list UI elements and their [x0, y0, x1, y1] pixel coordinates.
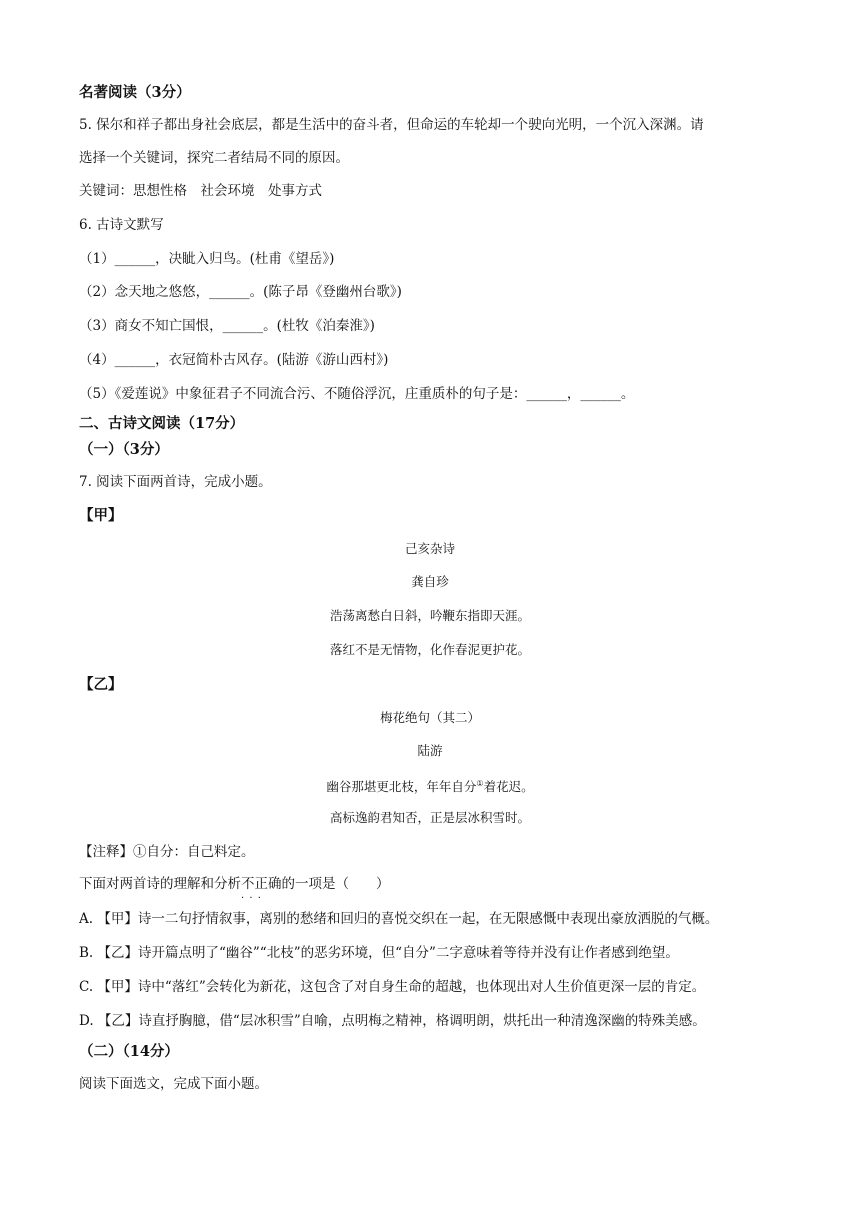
- poem-2-title: 梅花绝句（其二）: [379, 710, 480, 725]
- option-a: A. 【甲】诗一二句抒情叙事，离别的愁绪和回归的喜悦交织在一起，在无限感慨中表现出豪放洒脱的气概。: [79, 911, 719, 927]
- poem-jia-label: 【甲】: [79, 507, 123, 524]
- question-5-line-2: 选择一个关键词，探究二者结局不同的原因。: [79, 150, 349, 166]
- question-6-item-2: （2）念天地之悠悠，______。(陈子昂《登幽州台歌》): [79, 284, 402, 300]
- question-6-item-5: （5）《爱莲说》中象征君子不同流合污、不随俗浮沉，庄重质朴的句子是：______，______。: [79, 386, 635, 402]
- poem-2-author: 陆游: [417, 743, 443, 758]
- question-stem: 下面对两首诗的理解和分析不正确 · · ·的一项是（ ）: [79, 874, 390, 894]
- footnote-marker: ①: [476, 779, 484, 788]
- section-heading-2: 二、古诗文阅读（17分）: [79, 415, 245, 432]
- poem-yi-label: 【乙】: [79, 676, 123, 693]
- annotation: 【注释】①自分：自己料定。: [79, 844, 255, 860]
- question-6-item-1: （1）______，决眦入归鸟。(杜甫《望岳》): [79, 251, 335, 267]
- poem-2-line-1: 幽谷那堪更北枝，年年自分①着花迟。: [326, 779, 534, 795]
- poem-1-title: 己亥杂诗: [404, 541, 455, 556]
- poem-1-line-2: 落红不是无情物，化作春泥更护花。: [329, 642, 530, 657]
- option-d: D. 【乙】诗直抒胸臆，借“层冰积雪”自喻，点明梅之精神，格调明朗，烘托出一种清逸深幽的特殊美感。: [79, 1013, 706, 1029]
- question-6-title: 6. 古诗文默写: [79, 217, 164, 233]
- option-c: C. 【甲】诗中“落红”会转化为新花，这包含了对自身生命的超越，也体现出对人生价值更深一层的肯定。: [79, 979, 706, 995]
- question-7-title: 7. 阅读下面两首诗，完成小题。: [79, 474, 272, 490]
- question-5-keywords: 关键词：思想性格 社会环境 处事方式: [79, 183, 322, 199]
- poem-1-line-1: 浩荡离愁白日斜，吟鞭东指即天涯。: [329, 608, 530, 623]
- poem-2-line-2: 高标逸韵君知否，正是层冰积雪时。: [329, 810, 530, 825]
- section-heading-mingzhu: 名著阅读（3分）: [79, 84, 191, 101]
- option-b: B. 【乙】诗开篇点明了“幽谷”“北枝”的恶劣环境，但“自分”二字意味着等待并没有让作者感到绝望。: [79, 945, 679, 961]
- subsection-heading-1: （一）（3分）: [79, 441, 169, 458]
- emphasis-not-correct: 不正确 · · ·: [241, 876, 282, 892]
- question-5-line-1: 5. 保尔和祥子都出身社会底层，都是生活中的奋斗者，但命运的车轮却一个驶向光明，一个沉入深渊。请: [79, 117, 704, 133]
- reading-prompt: 阅读下面选文，完成下面小题。: [79, 1076, 268, 1092]
- subsection-heading-2: （二）（14分）: [79, 1043, 179, 1060]
- question-6-item-3: （3）商女不知亡国恨，______。(杜牧《泊秦淮》): [79, 318, 375, 334]
- poem-1-author: 龚自珍: [411, 574, 449, 589]
- question-6-item-4: （4）______，衣冠简朴古风存。(陆游《游山西村》): [79, 352, 389, 368]
